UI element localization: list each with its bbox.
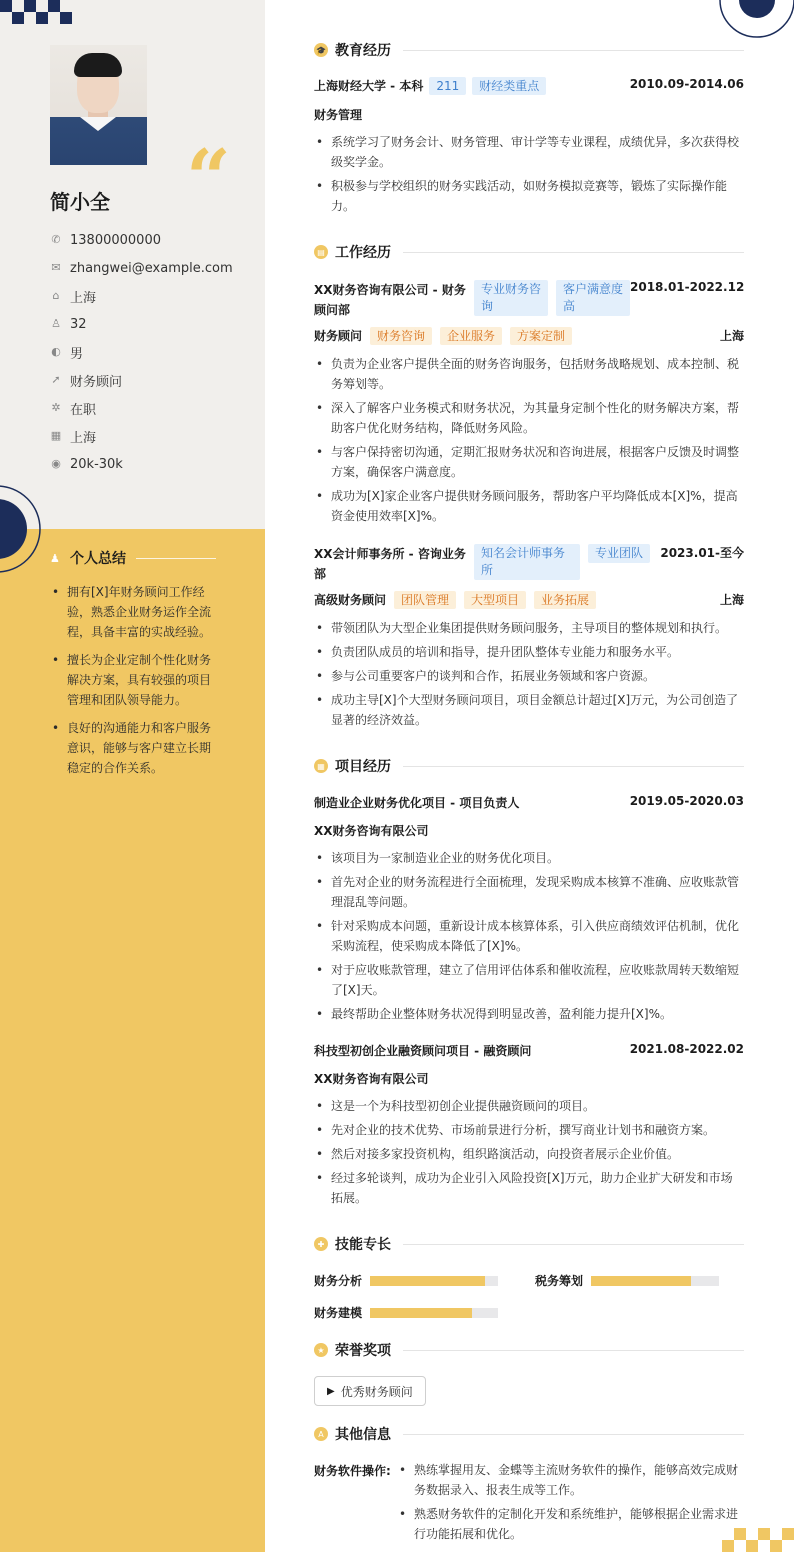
tag: 客户满意度高: [556, 280, 630, 316]
info-icon: A: [314, 1427, 328, 1441]
trophy-icon: ★: [314, 1343, 328, 1357]
list-item: • 先对企业的技术优势、市场前景进行分析，撰写商业计划书和融资方案。: [314, 1120, 744, 1140]
list-item: • 熟悉财务软件的定制化开发和系统维护，能够根据企业需求进行功能拓展和优化。: [397, 1504, 744, 1544]
tag: 财务咨询: [370, 327, 432, 345]
tag: 财经类重点: [472, 77, 546, 95]
info-salary: ◉ 20k-30k: [51, 456, 123, 472]
section-skills: ✚ 技能专长: [314, 1234, 744, 1254]
info-status: ✲ 在职: [51, 401, 97, 418]
play-icon: ▶: [327, 1385, 335, 1397]
gender-icon: ◐: [51, 345, 61, 358]
divider: [403, 766, 744, 767]
age-icon: ♙: [51, 317, 61, 330]
skill-bar: [591, 1276, 719, 1286]
role-row: [314, 591, 744, 609]
divider: [403, 1350, 744, 1351]
list-item: • 负责团队成员的培训和指导，提升团队整体专业能力和服务水平。: [314, 642, 744, 662]
checker-decoration: [0, 0, 80, 24]
info-home: ⌂ 上海: [50, 282, 233, 310]
section-projects: ▦ 项目经历: [314, 756, 744, 776]
checker-decoration-bottom: [722, 1528, 794, 1552]
role-title: 财务顾问: [314, 329, 363, 343]
list-item: • 拥有[X]年财务顾问工作经验，熟悉企业财务运作全流程，具备丰富的实战经验。: [50, 582, 215, 642]
list-item: • 擅长为企业定制个性化财务解决方案，具有较强的项目管理和团队领导能力。: [50, 650, 215, 710]
other-label: 财务软件操作:: [314, 1464, 391, 1478]
education-icon: 🎓: [314, 43, 328, 57]
info-email[interactable]: ✉ zhangwei@example.com: [51, 260, 233, 276]
project-org: XX财务咨询有限公司: [314, 1072, 429, 1086]
other-list: [397, 1460, 744, 1548]
project-list: [314, 848, 744, 1028]
list-item: • 对于应收账款管理，建立了信用评估体系和催收流程，应收账款周转天数缩短了[X]天。: [314, 960, 744, 1000]
job-city: 上海: [719, 329, 744, 343]
project-header: [314, 1042, 744, 1059]
list-item: • 良好的沟通能力和客户服务意识，能够与客户建立长期稳定的合作关系。: [50, 718, 215, 778]
section-other: A 其他信息: [314, 1424, 744, 1444]
job-header: [314, 280, 744, 320]
list-item: • 该项目为一家制造业企业的财务优化项目。: [314, 848, 744, 868]
list-item: • 这是一个为科技型初创企业提供融资顾问的项目。: [314, 1096, 744, 1116]
info-job: ➚ 财务顾问: [51, 373, 123, 390]
project-date: 2021.08-2022.02: [629, 1042, 744, 1056]
list-item: • 针对采购成本问题，重新设计成本核算体系，引入供应商绩效评估机制，优化采购流程，使采购成本降低了[X]%。: [314, 916, 744, 956]
role-row: [314, 327, 744, 345]
person-icon: ♟: [50, 551, 60, 565]
tag: 专业财务咨询: [474, 280, 548, 316]
project-icon: ▦: [314, 759, 328, 773]
list-item: • 成功主导[X]个大型财务顾问项目，项目金额总计超过[X]万元，为公司创造了显著的经济效益。: [314, 690, 744, 730]
skill-item: 财务分析: [314, 1272, 498, 1289]
circle-decoration-right: [717, 0, 794, 40]
education-date: 2010.09-2014.06: [629, 77, 744, 91]
list-item: • 然后对接多家投资机构，组织路演活动，向投资者展示企业价值。: [314, 1144, 744, 1164]
skill-item: 财务建模: [314, 1304, 498, 1321]
tag: 企业服务: [440, 327, 502, 345]
tag: 团队管理: [394, 591, 456, 609]
list-item: • 深入了解客户业务模式和财务状况，为其量身定制个性化的财务解决方案，帮助客户优化财务结构，降低财务风险。: [314, 398, 744, 438]
project-date: 2019.05-2020.03: [629, 794, 744, 808]
phone-icon: ✆: [51, 233, 61, 246]
email-icon: ✉: [51, 261, 61, 274]
project-list: [314, 1096, 744, 1212]
list-item: • 参与公司重要客户的谈判和合作，拓展业务领域和客户资源。: [314, 666, 744, 686]
tag: 大型项目: [464, 591, 526, 609]
project-name: 科技型初创企业融资顾问项目 - 融资顾问: [314, 1044, 532, 1058]
skill-bar-fill: [370, 1308, 472, 1318]
education-header: [314, 77, 744, 95]
project-header: [314, 794, 744, 811]
company-name: XX财务咨询有限公司 - 财务顾问部: [314, 283, 466, 317]
project-name: 制造业企业财务优化项目 - 项目负责人: [314, 796, 520, 810]
job-icon: ➚: [51, 373, 61, 386]
school-name: 上海财经大学 - 本科: [314, 79, 424, 93]
circle-decoration-left: [0, 483, 45, 575]
skill-icon: ✚: [314, 1237, 328, 1251]
info-phone: ✆ 13800000000: [51, 232, 161, 248]
list-item: • 与客户保持密切沟通，定期汇报财务状况和咨询进展，根据客户反馈及时调整方案，确保客户满意度。: [314, 442, 744, 482]
divider: [403, 50, 744, 51]
home-icon: ⌂: [52, 289, 60, 302]
divider: [136, 558, 216, 559]
tag: 方案定制: [510, 327, 572, 345]
section-work: ▤ 工作经历: [314, 242, 744, 262]
city-icon: ▦: [50, 429, 62, 442]
status-icon: ✲: [51, 401, 61, 414]
salary-icon: ◉: [51, 457, 61, 470]
skill-bar-fill: [370, 1276, 485, 1286]
summary-heading: ♟ 个人总结: [50, 548, 216, 568]
skill-bar-fill: [591, 1276, 691, 1286]
award-chip[interactable]: ▶ 优秀财务顾问: [314, 1376, 426, 1406]
list-item: • 最终帮助企业整体财务状况得到明显改善，盈利能力提升[X]%。: [314, 1004, 744, 1024]
info-city: ▦ 上海: [50, 429, 97, 446]
tag: 业务拓展: [534, 591, 596, 609]
company-name: XX会计师事务所 - 咨询业务部: [314, 547, 466, 581]
job-date: 2018.01-2022.12: [630, 280, 745, 294]
job-city: 上海: [719, 593, 744, 607]
summary-list: [50, 582, 215, 786]
list-item: • 负责为企业客户提供全面的财务咨询服务，包括财务战略规划、成本控制、税务筹划等。: [314, 354, 744, 394]
section-education: 🎓 教育经历: [314, 40, 744, 60]
info-age: ♙ 32: [51, 316, 87, 332]
divider: [403, 252, 744, 253]
avatar: [50, 45, 147, 165]
education-list: [314, 132, 744, 220]
quote-icon: “: [186, 133, 231, 224]
list-item: • 首先对企业的财务流程进行全面梳理，发现采购成本核算不准确、应收账款管理混乱等问题。: [314, 872, 744, 912]
list-item: • 成功为[X]家企业客户提供财务顾问服务，帮助客户平均降低成本[X]%，提高资金使用效率[X]%。: [314, 486, 744, 526]
briefcase-icon: ▤: [314, 245, 328, 259]
profile-name: 简小全: [50, 190, 110, 214]
job-list: [314, 618, 744, 734]
divider: [403, 1244, 744, 1245]
list-item: • 带领团队为大型企业集团提供财务顾问服务，主导项目的整体规划和执行。: [314, 618, 744, 638]
list-item: • 系统学习了财务会计、财务管理、审计学等专业课程，成绩优异，多次获得校级奖学金。: [314, 132, 744, 172]
info-gender: ◐ 男: [51, 345, 84, 362]
tag: 知名会计师事务所: [474, 544, 580, 580]
tag: 专业团队: [588, 544, 650, 563]
skill-bar: [370, 1308, 498, 1318]
list-item: • 熟练掌握用友、金蝶等主流财务软件的操作，能够高效完成财务数据录入、报表生成等工作。: [397, 1460, 744, 1500]
job-header: [314, 544, 744, 584]
job-list: [314, 354, 744, 530]
section-honors: ★ 荣誉奖项: [314, 1340, 744, 1360]
skill-bar: [370, 1276, 498, 1286]
list-item: • 经过多轮谈判，成功为企业引入风险投资[X]万元，助力企业扩大研发和市场拓展。: [314, 1168, 744, 1208]
tag: 211: [429, 77, 466, 95]
project-org: XX财务咨询有限公司: [314, 824, 429, 838]
contact-info-list: [50, 226, 233, 478]
role-title: 高级财务顾问: [314, 593, 387, 607]
list-item: • 积极参与学校组织的财务实践活动，如财务模拟竞赛等，锻炼了实际操作能力。: [314, 176, 744, 216]
major: 财务管理: [314, 108, 363, 122]
skill-item: 税务筹划: [535, 1272, 719, 1289]
divider: [403, 1434, 744, 1435]
job-date: 2023.01-至今: [660, 546, 744, 560]
